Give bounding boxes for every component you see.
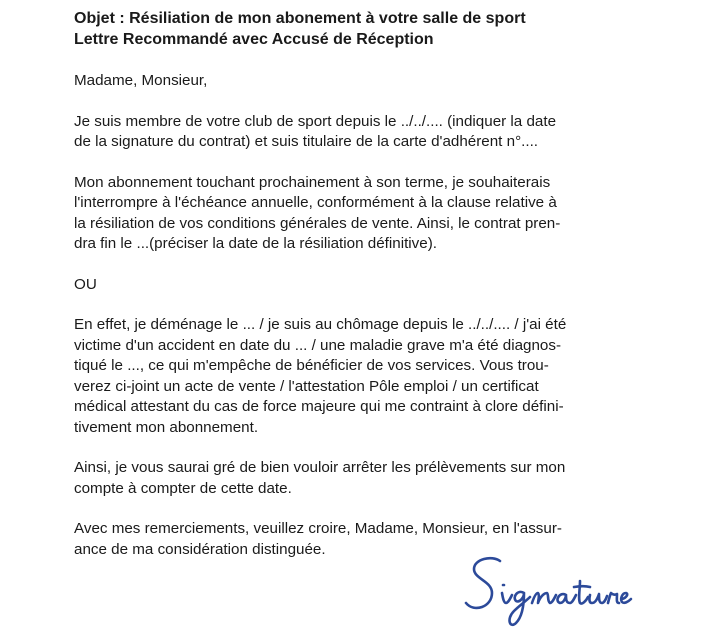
text-line: Mon abonnement touchant prochainement à son terme, je souhaiterais	[74, 173, 551, 191]
text-line: l'interrompre à l'échéance annuelle, conformément à la clause relative à	[74, 194, 557, 211]
paragraph-or	[74, 275, 634, 296]
text-line: verez ci-joint un acte de vente / l'attestation Pôle emploi / un certificat	[74, 377, 539, 395]
paragraph-membership	[74, 112, 634, 153]
text-line: de la signature du contrat) et suis titulaire de la carte d'adhérent n°....	[74, 133, 539, 150]
text-line: dra fin le ...(préciser la date de la résiliation définitive).	[74, 235, 437, 252]
text-line: médical attestant du cas de force majeure qui me contraint à clore défini-	[74, 398, 564, 415]
text-line: Avec mes remerciements, veuillez croire, Madame, Monsieur, en l'assur-	[74, 520, 562, 537]
text-line: tivement mon abonnement.	[74, 418, 259, 436]
text-line: tiqué le ..., ce qui m'empêche de bénéficier de vos services. Vous trou-	[74, 357, 549, 374]
salutation: Madame, Monsieur,	[74, 72, 208, 89]
paragraph-force-majeure	[74, 315, 634, 438]
text-line: la résiliation de vos conditions générales de vente. Ainsi, le contrat pren-	[74, 214, 561, 232]
text-line: Ainsi, je vous saurai gré de bien vouloir arrêter les prélèvements sur mon	[74, 459, 566, 476]
signature-drawing	[462, 553, 634, 629]
delivery-method-line: Lettre Recommandé avec Accusé de Réception	[74, 31, 434, 48]
handwritten-signature	[462, 553, 634, 629]
letter-subject	[74, 8, 634, 50]
text-line: Je suis membre de votre club de sport depuis le ../../.... (indiquer la date	[74, 112, 557, 130]
text-line: victime d'un accident en date du ... / une maladie grave m'a été diagnos-	[74, 336, 562, 354]
letter-body	[74, 8, 634, 560]
paragraph-direct-debit	[74, 458, 634, 499]
subject-line: Objet : Résiliation de mon abonement à votre salle de sport	[74, 10, 526, 27]
text-line: En effet, je déménage le ... / je suis au chômage depuis le ../../.... / j'ai été	[74, 316, 567, 333]
text-line: OU	[74, 275, 97, 293]
text-line: compte à compter de cette date.	[74, 479, 292, 497]
paragraph-termination	[74, 173, 634, 255]
text-line: ance de ma considération distinguée.	[74, 540, 326, 558]
